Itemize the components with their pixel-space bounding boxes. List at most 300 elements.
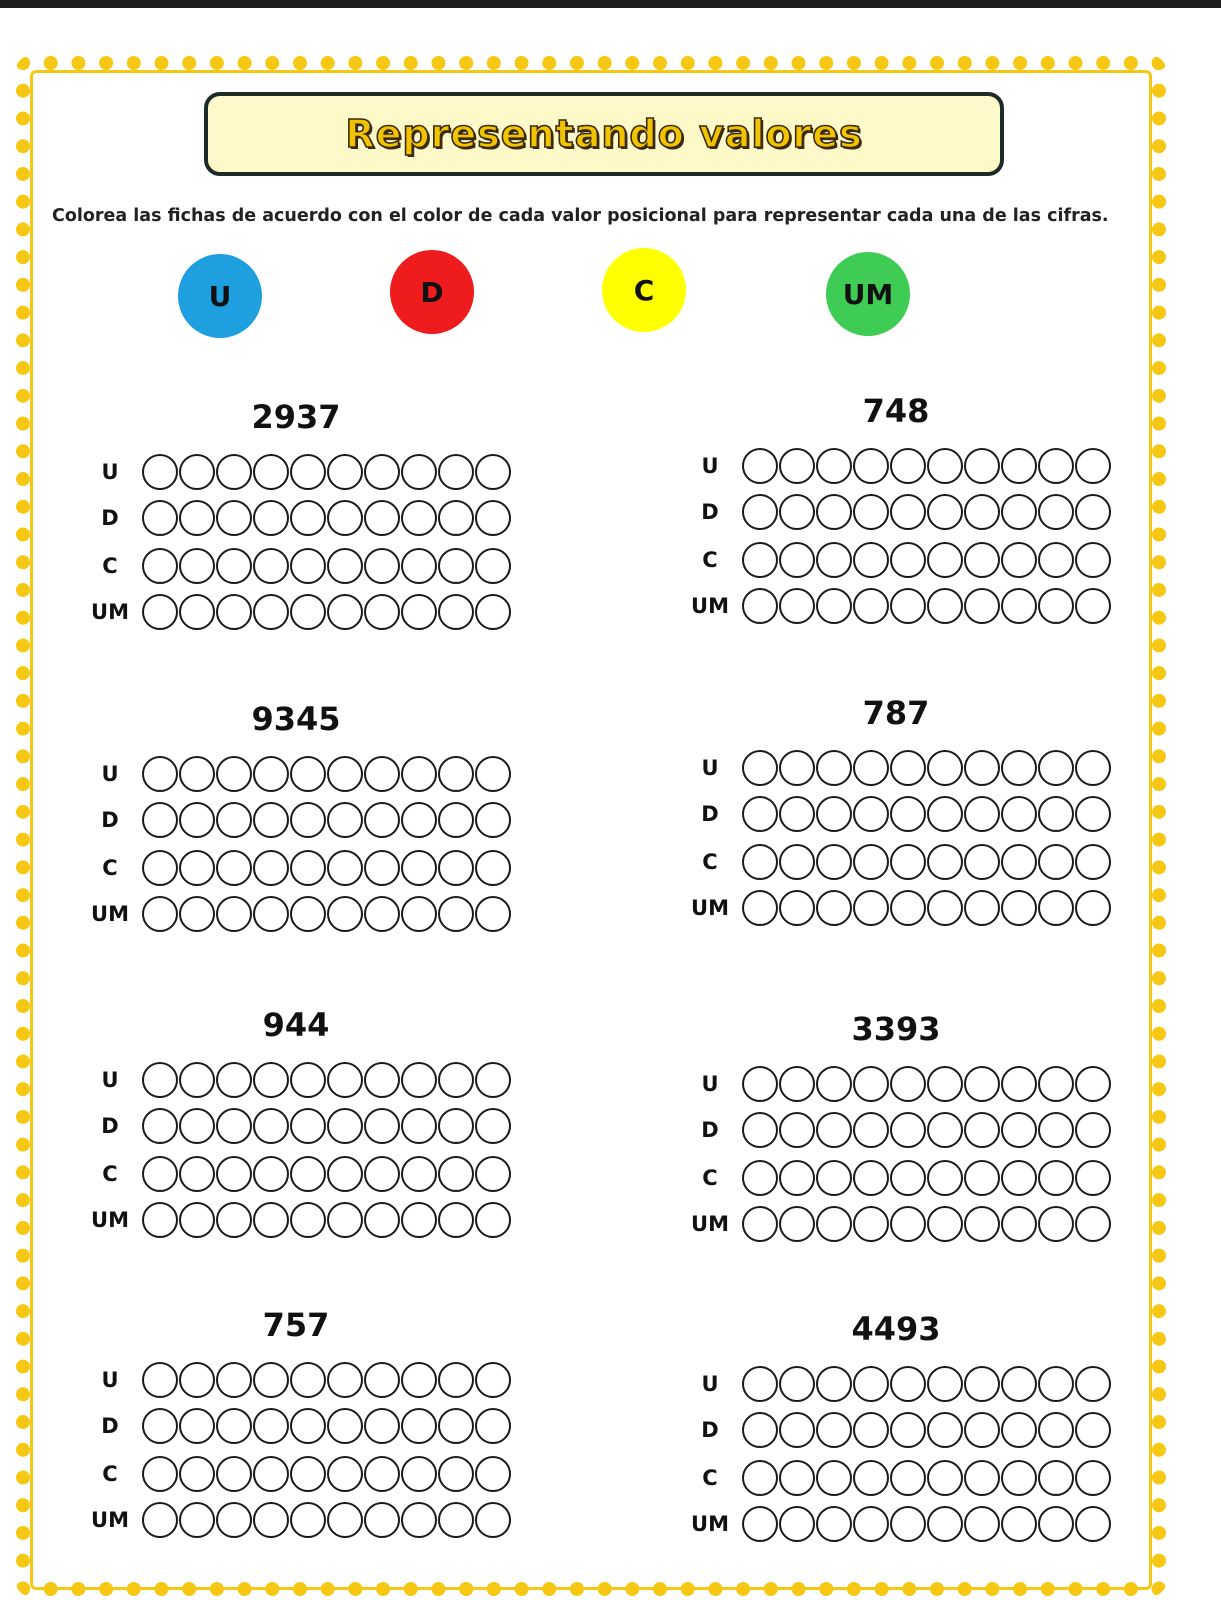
chip-circle[interactable] [927, 796, 963, 832]
chip-circle[interactable] [779, 844, 815, 880]
chip-circle[interactable] [401, 500, 437, 536]
chip-circle[interactable] [142, 1408, 178, 1444]
chip-circle[interactable] [216, 1062, 252, 1098]
chip-circle[interactable] [142, 500, 178, 536]
chip-circle[interactable] [1075, 796, 1111, 832]
chip-circle[interactable] [1075, 494, 1111, 530]
chip-circle[interactable] [179, 454, 215, 490]
chip-circle[interactable] [1038, 1412, 1074, 1448]
chip-circle[interactable] [401, 454, 437, 490]
chip-circle[interactable] [816, 1112, 852, 1148]
chip-circle[interactable] [401, 1502, 437, 1538]
chip-circle[interactable] [779, 796, 815, 832]
chip-circle[interactable] [327, 454, 363, 490]
chip-circle[interactable] [475, 1502, 511, 1538]
chip-circle[interactable] [816, 796, 852, 832]
chip-circle[interactable] [964, 1506, 1000, 1542]
chip-circle[interactable] [253, 1456, 289, 1492]
chip-circle[interactable] [779, 1160, 815, 1196]
chip-circle[interactable] [779, 750, 815, 786]
chip-circle[interactable] [253, 756, 289, 792]
chip-circle[interactable] [927, 588, 963, 624]
chip-circle[interactable] [964, 796, 1000, 832]
chip-circle[interactable] [253, 454, 289, 490]
chip-circle[interactable] [853, 1066, 889, 1102]
chip-circle[interactable] [853, 1412, 889, 1448]
chip-circle[interactable] [779, 448, 815, 484]
chip-circle[interactable] [853, 796, 889, 832]
chip-circle[interactable] [890, 542, 926, 578]
chip-circle[interactable] [927, 1112, 963, 1148]
chip-circle[interactable] [401, 1456, 437, 1492]
chip-circle[interactable] [1038, 1160, 1074, 1196]
chip-circle[interactable] [364, 1502, 400, 1538]
chip-circle[interactable] [853, 1206, 889, 1242]
chip-circle[interactable] [927, 1412, 963, 1448]
chip-circle[interactable] [142, 548, 178, 584]
chip-circle[interactable] [1001, 1112, 1037, 1148]
chip-circle[interactable] [779, 1206, 815, 1242]
chip-circle[interactable] [1075, 1160, 1111, 1196]
chip-circle[interactable] [964, 1412, 1000, 1448]
chip-circle[interactable] [890, 588, 926, 624]
chip-circle[interactable] [890, 750, 926, 786]
chip-circle[interactable] [890, 1160, 926, 1196]
chip-circle[interactable] [253, 1062, 289, 1098]
chip-circle[interactable] [290, 1062, 326, 1098]
chip-circle[interactable] [1001, 1160, 1037, 1196]
chip-circle[interactable] [853, 750, 889, 786]
chip-circle[interactable] [253, 896, 289, 932]
chip-circle[interactable] [1075, 1066, 1111, 1102]
chip-circle[interactable] [890, 1506, 926, 1542]
chip-circle[interactable] [927, 1066, 963, 1102]
chip-circle[interactable] [179, 1502, 215, 1538]
chip-circle[interactable] [290, 1362, 326, 1398]
chip-circle[interactable] [216, 802, 252, 838]
chip-circle[interactable] [1001, 542, 1037, 578]
chip-circle[interactable] [475, 896, 511, 932]
chip-circle[interactable] [179, 1456, 215, 1492]
chip-circle[interactable] [742, 1160, 778, 1196]
chip-circle[interactable] [742, 448, 778, 484]
chip-circle[interactable] [475, 1062, 511, 1098]
chip-circle[interactable] [142, 454, 178, 490]
chip-circle[interactable] [1001, 796, 1037, 832]
chip-circle[interactable] [364, 850, 400, 886]
chip-circle[interactable] [364, 1062, 400, 1098]
chip-circle[interactable] [1075, 588, 1111, 624]
chip-circle[interactable] [1038, 1506, 1074, 1542]
chip-circle[interactable] [964, 448, 1000, 484]
chip-circle[interactable] [927, 542, 963, 578]
chip-circle[interactable] [890, 1366, 926, 1402]
chip-circle[interactable] [401, 850, 437, 886]
chip-circle[interactable] [179, 850, 215, 886]
chip-circle[interactable] [1075, 1112, 1111, 1148]
chip-circle[interactable] [438, 1062, 474, 1098]
chip-circle[interactable] [927, 750, 963, 786]
chip-circle[interactable] [216, 1456, 252, 1492]
chip-circle[interactable] [742, 1506, 778, 1542]
chip-circle[interactable] [1075, 1206, 1111, 1242]
chip-circle[interactable] [964, 494, 1000, 530]
chip-circle[interactable] [364, 896, 400, 932]
chip-circle[interactable] [816, 494, 852, 530]
chip-circle[interactable] [253, 548, 289, 584]
chip-circle[interactable] [964, 1366, 1000, 1402]
chip-circle[interactable] [438, 500, 474, 536]
chip-circle[interactable] [816, 1366, 852, 1402]
chip-circle[interactable] [438, 1202, 474, 1238]
chip-circle[interactable] [927, 890, 963, 926]
chip-circle[interactable] [216, 1202, 252, 1238]
chip-circle[interactable] [401, 1108, 437, 1144]
chip-circle[interactable] [179, 548, 215, 584]
chip-circle[interactable] [964, 844, 1000, 880]
chip-circle[interactable] [401, 1202, 437, 1238]
chip-circle[interactable] [1075, 750, 1111, 786]
chip-circle[interactable] [742, 1460, 778, 1496]
chip-circle[interactable] [438, 1502, 474, 1538]
chip-circle[interactable] [401, 896, 437, 932]
chip-circle[interactable] [438, 548, 474, 584]
chip-circle[interactable] [816, 542, 852, 578]
chip-circle[interactable] [1075, 1366, 1111, 1402]
chip-circle[interactable] [816, 1160, 852, 1196]
chip-circle[interactable] [142, 1156, 178, 1192]
chip-circle[interactable] [290, 548, 326, 584]
chip-circle[interactable] [475, 802, 511, 838]
chip-circle[interactable] [1038, 796, 1074, 832]
chip-circle[interactable] [927, 1460, 963, 1496]
chip-circle[interactable] [327, 802, 363, 838]
chip-circle[interactable] [853, 1366, 889, 1402]
chip-circle[interactable] [816, 750, 852, 786]
chip-circle[interactable] [179, 594, 215, 630]
chip-circle[interactable] [742, 796, 778, 832]
chip-circle[interactable] [475, 594, 511, 630]
chip-circle[interactable] [1001, 1506, 1037, 1542]
chip-circle[interactable] [742, 1112, 778, 1148]
chip-circle[interactable] [290, 1408, 326, 1444]
chip-circle[interactable] [927, 1160, 963, 1196]
chip-circle[interactable] [964, 1460, 1000, 1496]
chip-circle[interactable] [253, 1362, 289, 1398]
chip-circle[interactable] [142, 594, 178, 630]
chip-circle[interactable] [1038, 1206, 1074, 1242]
chip-circle[interactable] [438, 802, 474, 838]
chip-circle[interactable] [890, 1112, 926, 1148]
chip-circle[interactable] [927, 494, 963, 530]
chip-circle[interactable] [216, 594, 252, 630]
chip-circle[interactable] [1038, 1112, 1074, 1148]
chip-circle[interactable] [742, 1066, 778, 1102]
chip-circle[interactable] [142, 756, 178, 792]
chip-circle[interactable] [364, 1156, 400, 1192]
chip-circle[interactable] [253, 802, 289, 838]
chip-circle[interactable] [327, 1362, 363, 1398]
chip-circle[interactable] [1001, 1412, 1037, 1448]
chip-circle[interactable] [364, 1408, 400, 1444]
chip-circle[interactable] [142, 850, 178, 886]
chip-circle[interactable] [216, 1108, 252, 1144]
chip-circle[interactable] [401, 1408, 437, 1444]
chip-circle[interactable] [779, 890, 815, 926]
chip-circle[interactable] [327, 1408, 363, 1444]
chip-circle[interactable] [1038, 494, 1074, 530]
chip-circle[interactable] [816, 1460, 852, 1496]
chip-circle[interactable] [253, 1202, 289, 1238]
chip-circle[interactable] [1001, 1460, 1037, 1496]
chip-circle[interactable] [179, 802, 215, 838]
chip-circle[interactable] [816, 588, 852, 624]
chip-circle[interactable] [964, 1112, 1000, 1148]
chip-circle[interactable] [142, 1502, 178, 1538]
chip-circle[interactable] [779, 542, 815, 578]
chip-circle[interactable] [779, 494, 815, 530]
chip-circle[interactable] [742, 844, 778, 880]
chip-circle[interactable] [179, 756, 215, 792]
chip-circle[interactable] [742, 750, 778, 786]
chip-circle[interactable] [816, 448, 852, 484]
chip-circle[interactable] [364, 1362, 400, 1398]
chip-circle[interactable] [853, 494, 889, 530]
chip-circle[interactable] [364, 1456, 400, 1492]
chip-circle[interactable] [290, 500, 326, 536]
chip-circle[interactable] [290, 1456, 326, 1492]
chip-circle[interactable] [1001, 890, 1037, 926]
chip-circle[interactable] [142, 1362, 178, 1398]
chip-circle[interactable] [364, 548, 400, 584]
chip-circle[interactable] [216, 500, 252, 536]
chip-circle[interactable] [779, 1412, 815, 1448]
chip-circle[interactable] [1001, 448, 1037, 484]
chip-circle[interactable] [1075, 1412, 1111, 1448]
chip-circle[interactable] [475, 1408, 511, 1444]
chip-circle[interactable] [890, 1412, 926, 1448]
chip-circle[interactable] [853, 448, 889, 484]
chip-circle[interactable] [853, 1506, 889, 1542]
chip-circle[interactable] [964, 1066, 1000, 1102]
chip-circle[interactable] [327, 1108, 363, 1144]
chip-circle[interactable] [327, 548, 363, 584]
chip-circle[interactable] [927, 448, 963, 484]
chip-circle[interactable] [216, 1156, 252, 1192]
chip-circle[interactable] [327, 1456, 363, 1492]
chip-circle[interactable] [742, 494, 778, 530]
chip-circle[interactable] [779, 1066, 815, 1102]
chip-circle[interactable] [401, 802, 437, 838]
chip-circle[interactable] [816, 890, 852, 926]
chip-circle[interactable] [964, 1160, 1000, 1196]
chip-circle[interactable] [964, 542, 1000, 578]
chip-circle[interactable] [1001, 844, 1037, 880]
chip-circle[interactable] [890, 494, 926, 530]
chip-circle[interactable] [290, 1502, 326, 1538]
chip-circle[interactable] [1038, 890, 1074, 926]
chip-circle[interactable] [1001, 494, 1037, 530]
chip-circle[interactable] [853, 844, 889, 880]
chip-circle[interactable] [142, 1456, 178, 1492]
chip-circle[interactable] [327, 896, 363, 932]
chip-circle[interactable] [890, 448, 926, 484]
chip-circle[interactable] [742, 588, 778, 624]
chip-circle[interactable] [1075, 844, 1111, 880]
chip-circle[interactable] [216, 850, 252, 886]
chip-circle[interactable] [475, 500, 511, 536]
chip-circle[interactable] [853, 890, 889, 926]
chip-circle[interactable] [1038, 1066, 1074, 1102]
chip-circle[interactable] [142, 896, 178, 932]
chip-circle[interactable] [327, 1502, 363, 1538]
chip-circle[interactable] [890, 1066, 926, 1102]
chip-circle[interactable] [327, 594, 363, 630]
chip-circle[interactable] [1001, 1206, 1037, 1242]
chip-circle[interactable] [290, 594, 326, 630]
chip-circle[interactable] [438, 756, 474, 792]
chip-circle[interactable] [327, 756, 363, 792]
chip-circle[interactable] [1038, 448, 1074, 484]
chip-circle[interactable] [779, 1112, 815, 1148]
chip-circle[interactable] [216, 756, 252, 792]
chip-circle[interactable] [290, 454, 326, 490]
chip-circle[interactable] [290, 896, 326, 932]
chip-circle[interactable] [438, 594, 474, 630]
chip-circle[interactable] [327, 1202, 363, 1238]
chip-circle[interactable] [327, 850, 363, 886]
chip-circle[interactable] [1038, 844, 1074, 880]
chip-circle[interactable] [364, 500, 400, 536]
chip-circle[interactable] [927, 1206, 963, 1242]
chip-circle[interactable] [742, 542, 778, 578]
chip-circle[interactable] [253, 1502, 289, 1538]
chip-circle[interactable] [853, 542, 889, 578]
chip-circle[interactable] [816, 1206, 852, 1242]
chip-circle[interactable] [179, 1062, 215, 1098]
chip-circle[interactable] [327, 500, 363, 536]
chip-circle[interactable] [890, 890, 926, 926]
chip-circle[interactable] [779, 1460, 815, 1496]
chip-circle[interactable] [1038, 1366, 1074, 1402]
chip-circle[interactable] [475, 1156, 511, 1192]
chip-circle[interactable] [742, 1412, 778, 1448]
chip-circle[interactable] [438, 454, 474, 490]
chip-circle[interactable] [1001, 750, 1037, 786]
chip-circle[interactable] [1001, 588, 1037, 624]
chip-circle[interactable] [364, 756, 400, 792]
chip-circle[interactable] [290, 802, 326, 838]
chip-circle[interactable] [142, 1062, 178, 1098]
chip-circle[interactable] [290, 850, 326, 886]
chip-circle[interactable] [1038, 1460, 1074, 1496]
chip-circle[interactable] [438, 1108, 474, 1144]
chip-circle[interactable] [853, 1160, 889, 1196]
chip-circle[interactable] [1001, 1066, 1037, 1102]
chip-circle[interactable] [216, 454, 252, 490]
chip-circle[interactable] [290, 1156, 326, 1192]
chip-circle[interactable] [1075, 448, 1111, 484]
chip-circle[interactable] [179, 1408, 215, 1444]
chip-circle[interactable] [216, 1408, 252, 1444]
chip-circle[interactable] [816, 1506, 852, 1542]
chip-circle[interactable] [438, 1456, 474, 1492]
chip-circle[interactable] [142, 1202, 178, 1238]
chip-circle[interactable] [438, 1408, 474, 1444]
chip-circle[interactable] [401, 594, 437, 630]
chip-circle[interactable] [179, 1156, 215, 1192]
chip-circle[interactable] [853, 1460, 889, 1496]
chip-circle[interactable] [475, 454, 511, 490]
chip-circle[interactable] [475, 1108, 511, 1144]
chip-circle[interactable] [475, 1202, 511, 1238]
chip-circle[interactable] [853, 1112, 889, 1148]
chip-circle[interactable] [179, 500, 215, 536]
chip-circle[interactable] [438, 850, 474, 886]
chip-circle[interactable] [890, 1460, 926, 1496]
chip-circle[interactable] [1038, 542, 1074, 578]
chip-circle[interactable] [890, 1206, 926, 1242]
chip-circle[interactable] [1038, 750, 1074, 786]
chip-circle[interactable] [364, 1202, 400, 1238]
chip-circle[interactable] [216, 548, 252, 584]
chip-circle[interactable] [475, 1456, 511, 1492]
chip-circle[interactable] [290, 1108, 326, 1144]
chip-circle[interactable] [853, 588, 889, 624]
chip-circle[interactable] [216, 1502, 252, 1538]
chip-circle[interactable] [364, 594, 400, 630]
chip-circle[interactable] [742, 1366, 778, 1402]
chip-circle[interactable] [142, 802, 178, 838]
chip-circle[interactable] [816, 1412, 852, 1448]
chip-circle[interactable] [253, 1408, 289, 1444]
chip-circle[interactable] [179, 1202, 215, 1238]
chip-circle[interactable] [779, 1366, 815, 1402]
chip-circle[interactable] [475, 1362, 511, 1398]
chip-circle[interactable] [964, 588, 1000, 624]
chip-circle[interactable] [890, 844, 926, 880]
chip-circle[interactable] [327, 1062, 363, 1098]
chip-circle[interactable] [816, 1066, 852, 1102]
chip-circle[interactable] [253, 850, 289, 886]
chip-circle[interactable] [438, 896, 474, 932]
chip-circle[interactable] [964, 750, 1000, 786]
chip-circle[interactable] [327, 1156, 363, 1192]
chip-circle[interactable] [890, 796, 926, 832]
chip-circle[interactable] [927, 1366, 963, 1402]
chip-circle[interactable] [216, 896, 252, 932]
chip-circle[interactable] [1038, 588, 1074, 624]
chip-circle[interactable] [1075, 1460, 1111, 1496]
chip-circle[interactable] [253, 1108, 289, 1144]
chip-circle[interactable] [438, 1362, 474, 1398]
chip-circle[interactable] [927, 844, 963, 880]
chip-circle[interactable] [179, 1362, 215, 1398]
chip-circle[interactable] [779, 1506, 815, 1542]
chip-circle[interactable] [364, 454, 400, 490]
chip-circle[interactable] [290, 756, 326, 792]
chip-circle[interactable] [475, 850, 511, 886]
chip-circle[interactable] [475, 756, 511, 792]
chip-circle[interactable] [401, 756, 437, 792]
chip-circle[interactable] [1001, 1366, 1037, 1402]
chip-circle[interactable] [401, 1362, 437, 1398]
chip-circle[interactable] [179, 1108, 215, 1144]
chip-circle[interactable] [253, 1156, 289, 1192]
chip-circle[interactable] [401, 1062, 437, 1098]
chip-circle[interactable] [816, 844, 852, 880]
chip-circle[interactable] [438, 1156, 474, 1192]
